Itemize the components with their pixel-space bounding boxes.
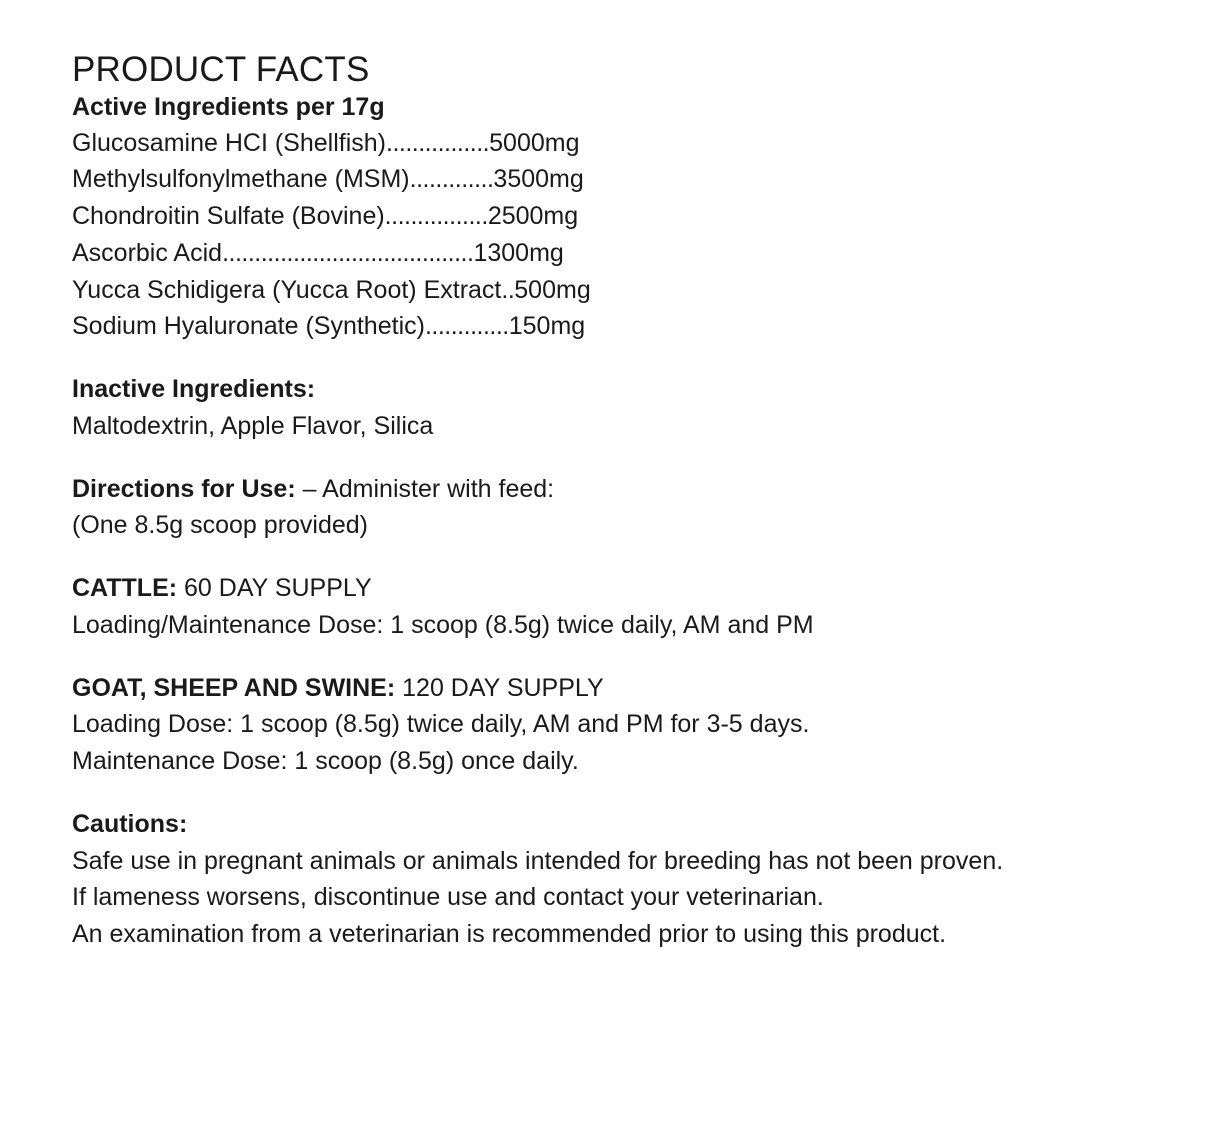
gss-maintenance-dose: Maintenance Dose: 1 scoop (8.5g) once daily. (72, 747, 579, 775)
gss-supply: 120 DAY SUPPLY (395, 673, 604, 702)
ingredient-name: Glucosamine HCI (Shellfish) (72, 128, 386, 157)
gss-label: GOAT, SHEEP AND SWINE: (72, 673, 396, 702)
ingredient-amount: 5000mg (489, 128, 580, 157)
ingredient-row (72, 308, 1144, 345)
directions-label: Directions for Use: (72, 474, 296, 503)
ingredient-row (72, 272, 1144, 309)
ingredient-dots: ................ (384, 202, 488, 230)
cattle-heading (72, 570, 1144, 607)
ingredient-dots: .. (501, 275, 515, 304)
directions-section (72, 471, 1144, 545)
gss-loading-dose: Loading Dose: 1 scoop (8.5g) twice daily, AM and PM for 3-5 days. (72, 710, 810, 739)
ingredient-name: Sodium Hyaluronate (Synthetic) (72, 312, 425, 341)
cautions-section (72, 806, 1144, 953)
active-ingredients-heading: Active Ingredients per 17g (72, 92, 385, 121)
inactive-ingredients-heading: Inactive Ingredients: (72, 375, 316, 403)
active-ingredients-list (72, 125, 1144, 346)
gss-heading (72, 670, 1144, 707)
ingredient-row (72, 125, 1144, 162)
ingredient-amount: 150mg (508, 312, 586, 341)
ingredient-amount: 3500mg (493, 165, 584, 194)
cattle-label: CATTLE: (72, 574, 178, 602)
ingredient-name: Ascorbic Acid (72, 238, 223, 267)
caution-item: Safe use in pregnant animals or animals intended for breeding has not been proven. (72, 846, 1004, 875)
ingredient-name: Chondroitin Sulfate (Bovine) (72, 202, 385, 230)
ingredient-amount: 500mg (514, 275, 591, 304)
ingredient-row (72, 161, 1144, 198)
inactive-ingredients-section (72, 371, 1144, 445)
goat-sheep-swine-section (72, 670, 1144, 780)
ingredient-name: Methylsulfonylmethane (MSM) (72, 165, 410, 194)
ingredient-row (72, 235, 1144, 272)
caution-item: If lameness worsens, discontinue use and contact your veterinarian. (72, 883, 824, 912)
ingredient-amount: 2500mg (487, 202, 579, 230)
caution-item: An examination from a veterinarian is recommended prior to using this product. (72, 920, 947, 948)
directions-text: – Administer with feed: (295, 474, 555, 503)
ingredient-amount: 1300mg (473, 238, 564, 267)
cattle-supply: 60 DAY SUPPLY (177, 574, 372, 602)
ingredient-dots: ................ (386, 128, 490, 157)
ingredient-dots: ....................................... (222, 238, 474, 267)
cattle-dose: Loading/Maintenance Dose: 1 scoop (8.5g) twice daily, AM and PM (72, 610, 814, 639)
ingredient-dots: ............. (424, 312, 509, 341)
page-title: PRODUCT FACTS (72, 50, 370, 89)
ingredient-dots: ............. (409, 165, 494, 194)
cattle-section (72, 570, 1144, 644)
ingredient-name: Yucca Schidigera (Yucca Root) Extract (72, 275, 502, 304)
directions-line (72, 471, 1144, 508)
inactive-ingredients-text: Maltodextrin, Apple Flavor, Silica (72, 411, 434, 440)
directions-note: (One 8.5g scoop provided) (72, 511, 369, 540)
cautions-heading: Cautions: (72, 809, 188, 838)
ingredient-row (72, 198, 1144, 235)
